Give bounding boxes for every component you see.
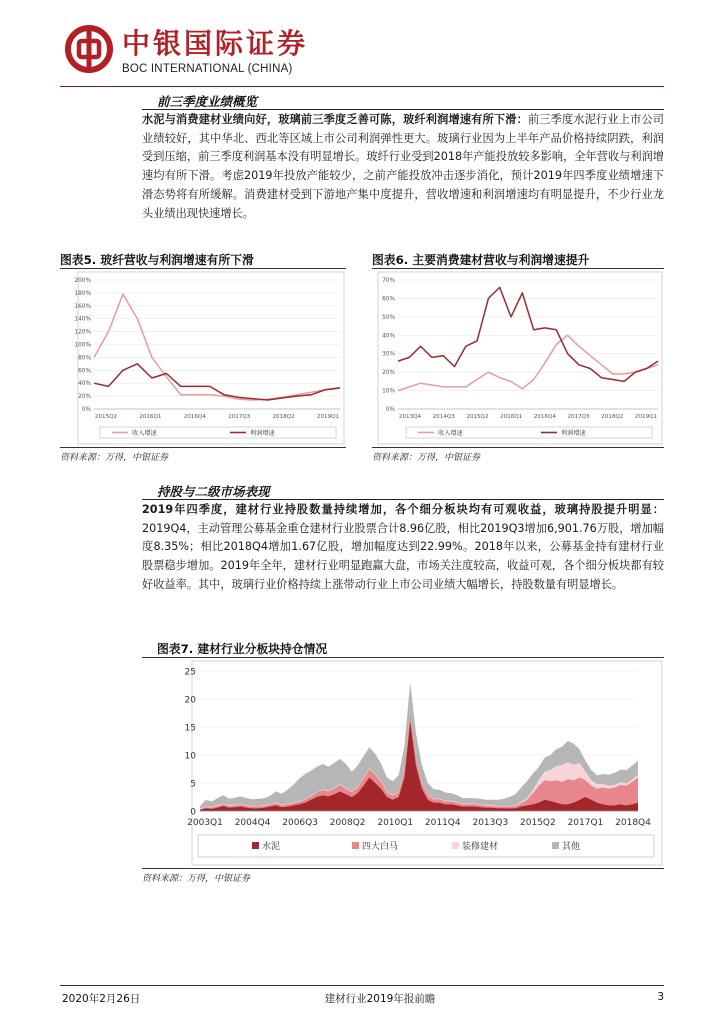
holdings-paragraph xyxy=(142,501,664,595)
x-tick-label: 2018Q2 xyxy=(601,414,624,420)
holdings-lead: 2019年四季度，建材行业持股数量持续增加，各个细分板块均有可观收益，玻璃持股提升明显： xyxy=(142,503,664,516)
y-tick-label: 10 xyxy=(184,751,196,762)
x-tick-label: 2010Q1 xyxy=(377,818,414,828)
y-tick-label: 20 xyxy=(184,695,196,706)
y-tick-label: 120% xyxy=(74,329,91,336)
y-tick-label: 50% xyxy=(382,314,395,321)
y-tick-label: 0% xyxy=(81,407,91,413)
y-tick-label: 160% xyxy=(74,303,91,310)
x-tick-label: 2016Q1 xyxy=(500,414,523,420)
x-tick-label: 2016Q4 xyxy=(183,414,206,420)
figure7-top-rule xyxy=(142,657,664,658)
overview-body: 前三季度水泥行业上市公司业绩较好，其中华北、西北等区域上市公司利润弹性更大。玻璃行业因为上半年产品价格持续阴跌，利润受到压缩，前三季度利润基本没有明显增长。玻纤行业受到2018年产能投放较多影响，全年营收与利润增速均有所下滑。考虑2019年投放产能较少，之前产能投放冲击逐步消化，预计2019年四季度业绩增速下滑态势将有所缓解。消费建材受到下游地产集中度提升，营收增速和利润增速均有明显提升，不少行业龙头业绩出现快速增长。 xyxy=(142,113,664,220)
x-tick-label: 2006Q3 xyxy=(282,818,318,828)
x-tick-label: 2018Q2 xyxy=(272,414,295,420)
series-line-profit xyxy=(94,364,340,400)
x-tick-label: 2015Q2 xyxy=(520,818,556,828)
y-tick-label: 40% xyxy=(78,381,91,388)
section-divider xyxy=(142,109,664,110)
x-tick-label: 2013Q3 xyxy=(472,818,509,828)
x-tick-label: 2016Q1 xyxy=(139,414,162,420)
legend-label: 收入增速 xyxy=(438,430,463,437)
page-number: 3 xyxy=(657,991,664,1003)
legend-swatch xyxy=(252,842,259,849)
legend-label: 水泥 xyxy=(262,842,281,852)
x-tick-label: 2004Q4 xyxy=(234,818,271,828)
x-tick-label: 2017Q3 xyxy=(228,414,251,420)
x-tick-label: 2008Q2 xyxy=(329,818,366,828)
y-tick-label: 20% xyxy=(382,370,395,377)
x-tick-label: 2015Q2 xyxy=(94,414,118,420)
legend-label: 利润增速 xyxy=(561,430,586,437)
figure5-bottom-rule xyxy=(60,447,346,448)
y-tick-label: 10% xyxy=(382,388,395,395)
y-tick-label: 30% xyxy=(382,351,395,358)
holdings-body: 2019Q4，主动管理公募基金重仓建材行业股票合计8.96亿股，相比2019Q3增加6,901.76万股，增加幅度8.35%；相比2018Q4增加1.67亿股，增加幅度达到22.99%。2018年以来，公募基金持有建材行业股票稳步增加。2019年全年，建材行业明显跑赢大盘，市场关注度较高，收益可观，各个细分板块都有较好收益率。其中，玻璃行业价格持续上涨带动行业上市公司业绩大幅增长，持股数量有明显增长。 xyxy=(142,521,664,591)
y-tick-label: 100% xyxy=(74,342,91,349)
figure6-chart xyxy=(372,270,664,446)
x-tick-label: 2019Q1 xyxy=(634,414,658,420)
overview-paragraph xyxy=(142,111,664,223)
y-tick-label: 0 xyxy=(190,807,196,818)
footer-report-title: 建材行业2019年报前瞻 xyxy=(324,993,436,1005)
legend-label: 利润增速 xyxy=(250,430,275,437)
figure7-chart xyxy=(142,659,664,867)
series-line-revenue xyxy=(94,294,340,400)
legend-label: 四大白马 xyxy=(362,842,399,852)
x-tick-label: 2019Q1 xyxy=(316,414,340,420)
x-tick-label: 2015Q2 xyxy=(466,414,489,420)
x-tick-label: 2017Q3 xyxy=(567,414,590,420)
y-tick-label: 40% xyxy=(382,333,395,340)
section-title-holdings: 持股与二级市场表现 xyxy=(157,484,270,499)
legend-swatch xyxy=(452,842,459,849)
legend-label: 收入增速 xyxy=(132,430,157,437)
y-tick-label: 15 xyxy=(184,723,196,734)
x-tick-label: 2011Q4 xyxy=(424,818,461,828)
x-tick-label: 2014Q3 xyxy=(432,414,455,420)
x-tick-label: 2016Q4 xyxy=(533,414,556,420)
x-tick-label: 2017Q1 xyxy=(567,818,604,828)
overview-lead: 水泥与消费建材业绩向好，玻璃前三季度乏善可陈，玻纤利润增速有所下滑： xyxy=(142,113,528,126)
figure7-source: 资料来源：万得，中银证券 xyxy=(142,874,251,884)
series-line-revenue xyxy=(398,335,658,390)
figure5-source: 资料来源：万得，中银证券 xyxy=(60,453,169,463)
figure6-title: 图表6. 主要消费建材营收与利润增速提升 xyxy=(372,253,590,267)
y-tick-label: 60% xyxy=(78,368,91,375)
boc-logo-icon xyxy=(64,24,114,74)
chart-frame xyxy=(192,661,662,865)
y-tick-label: 0% xyxy=(385,407,395,413)
x-tick-label: 2018Q4 xyxy=(615,818,651,828)
y-tick-label: 200% xyxy=(74,278,91,284)
figure6-bottom-rule xyxy=(372,447,664,448)
y-tick-label: 20% xyxy=(78,394,91,401)
y-tick-label: 60% xyxy=(382,296,395,303)
x-tick-label: 2013Q4 xyxy=(398,414,422,420)
legend-label: 其他 xyxy=(562,842,581,852)
y-tick-label: 180% xyxy=(74,290,91,297)
y-tick-label: 70% xyxy=(382,278,395,284)
figure7-bottom-rule xyxy=(142,868,664,869)
x-tick-label: 2003Q1 xyxy=(187,818,223,828)
logo-english-name: BOC INTERNATIONAL (CHINA) xyxy=(122,63,293,75)
y-tick-label: 25 xyxy=(184,667,196,678)
y-tick-label: 5 xyxy=(190,779,196,790)
figure6-source: 资料来源：万得，中银证券 xyxy=(372,453,481,463)
figure5-top-rule xyxy=(60,268,346,269)
y-tick-label: 80% xyxy=(78,355,91,362)
footer-date: 2020年2月26日 xyxy=(62,993,141,1005)
chart-frame xyxy=(78,272,344,444)
logo-chinese-name: 中银国际证券 xyxy=(122,27,309,60)
legend-swatch xyxy=(352,842,359,849)
figure5-chart xyxy=(60,270,346,446)
header-divider xyxy=(60,86,664,87)
footer-divider xyxy=(60,985,664,986)
section-divider xyxy=(142,499,664,500)
y-tick-label: 140% xyxy=(74,316,91,323)
legend-label: 装修建材 xyxy=(462,842,499,852)
figure7-title: 图表7. 建材行业分板块持仓情况 xyxy=(157,642,328,656)
figure5-title: 图表5. 玻纤营收与利润增速有所下滑 xyxy=(60,253,254,267)
section-title-overview: 前三季度业绩概览 xyxy=(157,94,258,109)
figure6-top-rule xyxy=(372,268,664,269)
legend-swatch xyxy=(552,842,559,849)
series-line-profit xyxy=(398,287,658,381)
